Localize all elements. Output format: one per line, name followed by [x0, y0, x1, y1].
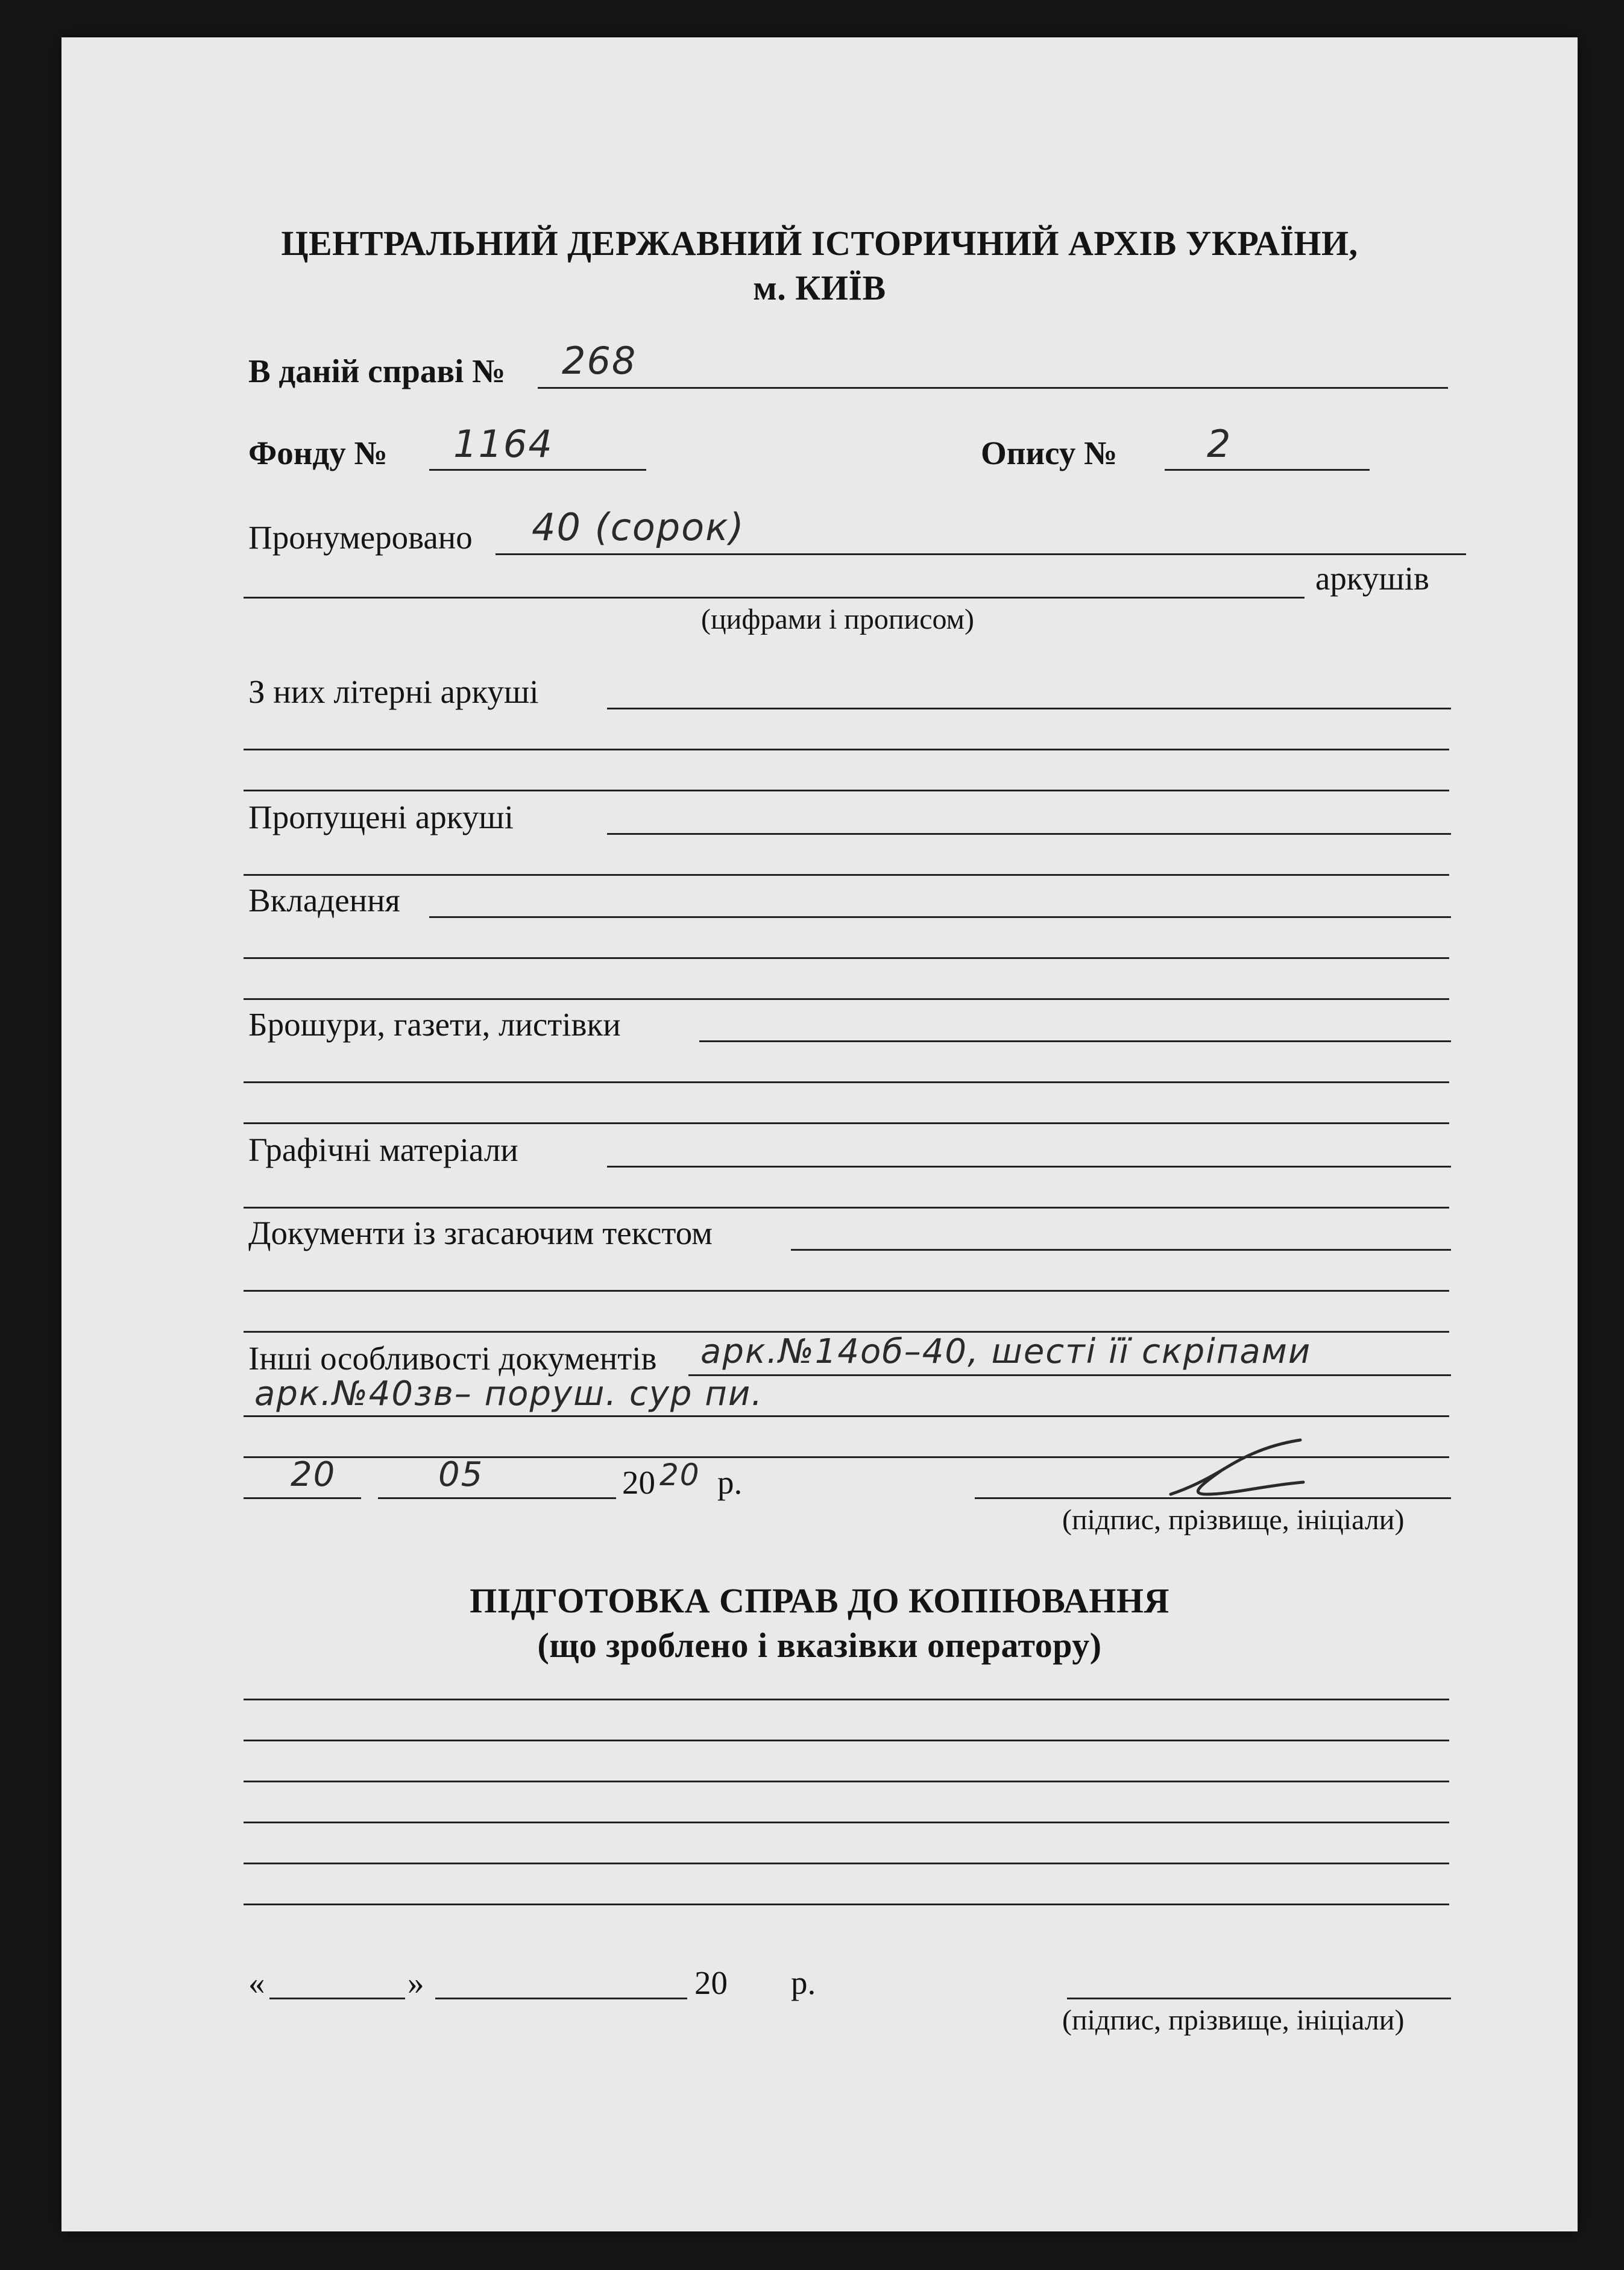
- date2-caption: (підпис, прізвище, ініціали): [1062, 2004, 1405, 2036]
- date1-month-line[interactable]: [378, 1497, 616, 1499]
- opys-value: 2: [1207, 422, 1232, 466]
- signature-icon: [1165, 1437, 1309, 1503]
- date2-day-line[interactable]: [269, 1998, 405, 1999]
- attachments-label: Вкладення: [248, 882, 400, 919]
- case-number-value: 268: [562, 339, 637, 383]
- numbered-line-1[interactable]: [496, 553, 1466, 555]
- graphics-line-1[interactable]: [607, 1166, 1451, 1168]
- sheets-suffix: аркушів: [1315, 560, 1429, 597]
- faded-docs-line-1[interactable]: [791, 1249, 1451, 1251]
- numbered-value: 40 (сорок): [532, 505, 745, 549]
- fond-line[interactable]: [429, 469, 646, 471]
- instructions-line-6[interactable]: [244, 1904, 1449, 1905]
- letter-sheets-line-3[interactable]: [244, 790, 1449, 791]
- missing-sheets-label: Пропущені аркуші: [248, 799, 514, 835]
- other-features-label: Інші особливості документів: [248, 1340, 657, 1377]
- date1-caption: (підпис, прізвище, ініціали): [1062, 1504, 1405, 1536]
- numbered-line-2[interactable]: [244, 597, 1305, 599]
- numbered-caption: (цифрами і прописом): [701, 603, 974, 635]
- date2-close-quote: »: [408, 1964, 424, 2001]
- date2-r: р.: [791, 1964, 816, 2001]
- letter-sheets-line-2[interactable]: [244, 749, 1449, 750]
- section2-title: ПІДГОТОВКА СПРАВ ДО КОПІЮВАННЯ: [470, 1581, 1169, 1620]
- date1-day: 20: [291, 1455, 336, 1494]
- instructions-line-2[interactable]: [244, 1740, 1449, 1741]
- date1-month: 05: [438, 1455, 484, 1494]
- letter-sheets-label: З них літерні аркуші: [248, 673, 539, 710]
- attachments-line-1[interactable]: [429, 916, 1451, 918]
- brochures-line-3[interactable]: [244, 1122, 1449, 1124]
- graphics-line-2[interactable]: [244, 1207, 1449, 1209]
- archive-title: ЦЕНТРАЛЬНИЙ ДЕРЖАВНИЙ ІСТОРИЧНИЙ АРХІВ УКРАЇНИ,: [281, 224, 1358, 263]
- faded-docs-line-2[interactable]: [244, 1290, 1449, 1292]
- instructions-line-1[interactable]: [244, 1699, 1449, 1700]
- date2-month-line[interactable]: [435, 1998, 687, 1999]
- case-number-label: В даній справі №: [248, 353, 506, 389]
- other-features-line-1[interactable]: [688, 1374, 1451, 1376]
- instructions-line-5[interactable]: [244, 1863, 1449, 1864]
- date1-year-prefix: 20: [622, 1464, 655, 1501]
- date1-r: р.: [717, 1464, 743, 1501]
- archive-form-page: [61, 37, 1578, 2231]
- opys-label: Опису №: [981, 435, 1118, 471]
- date1-day-line[interactable]: [244, 1497, 361, 1499]
- attachments-line-2[interactable]: [244, 957, 1449, 959]
- faded-docs-label: Документи із згасаючим текстом: [248, 1215, 713, 1251]
- instructions-line-3[interactable]: [244, 1781, 1449, 1782]
- fond-value: 1164: [453, 422, 553, 466]
- section2-subtitle: (що зроблено і вказівки оператору): [537, 1626, 1102, 1665]
- other-features-note-2: арк.№40зв– поруш. сур пи.: [254, 1374, 764, 1413]
- other-features-line-2[interactable]: [244, 1415, 1449, 1417]
- date1-year-suffix: 20: [659, 1457, 700, 1492]
- date2-year-prefix: 20: [694, 1964, 728, 2001]
- archive-city: м. КИЇВ: [753, 268, 886, 307]
- brochures-label: Брошури, газети, листівки: [248, 1006, 621, 1043]
- numbered-label: Пронумеровано: [248, 519, 473, 556]
- date2-open-quote: «: [248, 1964, 265, 2001]
- missing-sheets-line-1[interactable]: [607, 833, 1451, 835]
- attachments-line-3[interactable]: [244, 998, 1449, 1000]
- brochures-line-2[interactable]: [244, 1081, 1449, 1083]
- fond-label: Фонду №: [248, 435, 388, 471]
- letter-sheets-line-1[interactable]: [607, 708, 1451, 709]
- date2-signature-line[interactable]: [1067, 1998, 1451, 1999]
- case-number-line[interactable]: [538, 387, 1448, 389]
- other-features-note-1: арк.№14об–40, шесті її скріпами: [700, 1332, 1312, 1371]
- missing-sheets-line-2[interactable]: [244, 874, 1449, 876]
- brochures-line-1[interactable]: [699, 1040, 1451, 1042]
- instructions-line-4[interactable]: [244, 1822, 1449, 1823]
- graphics-label: Графічні матеріали: [248, 1131, 518, 1168]
- opys-line[interactable]: [1165, 469, 1370, 471]
